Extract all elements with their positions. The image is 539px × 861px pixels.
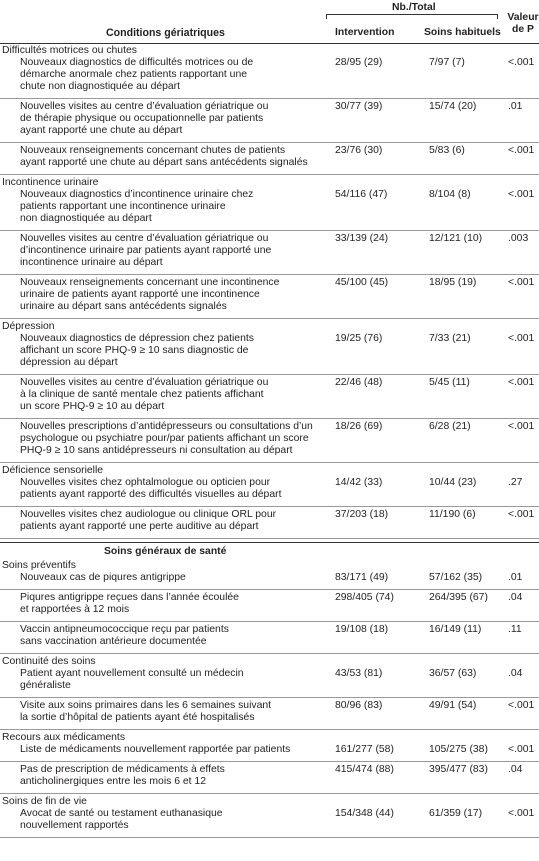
nb-total-header: Nb./Total <box>392 2 436 13</box>
usual-care-value: 61/359 (17) <box>429 808 483 819</box>
p-value: .04 <box>508 592 523 603</box>
nb-total-rule <box>326 14 498 15</box>
table-row <box>0 189 539 227</box>
row-label: Nouvelles visites chez ophtalmologue ou opticien pour patients ayant rapporté des difficultés visuelles au départ <box>20 477 282 500</box>
category-label: Soins de fin de vie <box>2 796 87 807</box>
p-value: <.001 <box>508 189 535 200</box>
p-value: .11 <box>508 624 522 635</box>
usual-care-value: 57/162 (35) <box>429 572 483 583</box>
row-divider <box>0 621 539 622</box>
usual-care-value: 10/44 (23) <box>429 477 477 488</box>
category-label: Dépression <box>2 321 55 332</box>
row-label: Liste de médicaments nouvellement rapportée par patients <box>20 744 291 755</box>
row-divider <box>0 793 539 794</box>
usual-care-value: 7/33 (21) <box>429 333 471 344</box>
row-label: Nouveaux renseignements concernant chutes de patients ayant rapporté une chute au départ sans antécédents signalés <box>20 145 308 168</box>
p-value: <.001 <box>508 700 535 711</box>
intervention-value: 83/171 (49) <box>335 572 389 583</box>
intervention-value: 33/139 (24) <box>335 233 389 244</box>
row-label: Avocat de santé ou testament euthanasique nouvellement rapportés <box>20 808 223 831</box>
intervention-value: 37/203 (18) <box>335 509 389 520</box>
table-row <box>0 700 539 726</box>
intervention-value: 28/95 (29) <box>335 57 383 68</box>
row-label: Nouveaux renseignements concernant une incontinence urinaire de patients ayant rapporté une incontinence urinaire au départ sans antécédents signalés <box>20 277 280 312</box>
pvalue-header-line1: Valeur <box>507 12 539 23</box>
row-divider <box>0 761 539 762</box>
usual-care-value: 395/477 (83) <box>429 764 488 775</box>
p-value: <.001 <box>508 509 535 520</box>
row-divider <box>0 274 539 275</box>
table-row <box>0 808 539 834</box>
table-body <box>0 45 539 840</box>
row-label: Visite aux soins primaires dans les 6 semaines suivant la sortie d’hôpital de patients ayant été hospitalisés <box>20 700 272 723</box>
category-label: Soins préventifs <box>2 560 76 571</box>
intervention-value: 30/77 (39) <box>335 101 383 112</box>
intervention-value: 80/96 (83) <box>335 700 383 711</box>
table-row <box>0 421 539 459</box>
p-value: <.001 <box>508 333 535 344</box>
intervention-value: 19/108 (18) <box>335 624 389 635</box>
p-value: .003 <box>508 233 529 244</box>
usual-care-value: 49/91 (54) <box>429 700 477 711</box>
table-row <box>0 233 539 271</box>
usual-care-header: Soins habituels <box>424 27 501 38</box>
row-divider <box>0 837 539 838</box>
row-label: Pas de prescription de médicaments à effets anticholinergiques entre les mois 6 et 12 <box>20 764 225 787</box>
table-row <box>0 477 539 503</box>
intervention-header: Intervention <box>335 27 395 38</box>
pvalue-header-line2: de P <box>512 24 534 35</box>
header-rule <box>0 43 539 44</box>
usual-care-value: 7/97 (7) <box>429 57 465 68</box>
intervention-value: 298/405 (74) <box>335 592 394 603</box>
intervention-value: 23/76 (30) <box>335 145 383 156</box>
row-divider <box>0 230 539 231</box>
intervention-value: 43/53 (81) <box>335 668 383 679</box>
table-row <box>0 668 539 694</box>
usual-care-value: 18/95 (19) <box>429 277 477 288</box>
usual-care-value: 5/45 (11) <box>429 377 470 388</box>
usual-care-value: 36/57 (63) <box>429 668 477 679</box>
row-divider <box>0 538 539 539</box>
p-value: <.001 <box>508 377 535 388</box>
p-value: <.001 <box>508 57 535 68</box>
usual-care-value: 12/121 (10) <box>429 233 483 244</box>
row-divider <box>0 506 539 507</box>
row-label: Piqures antigrippe reçues dans l’année écoulée et rapportées à 12 mois <box>20 592 239 615</box>
p-value: <.001 <box>508 744 535 755</box>
p-value: <.001 <box>508 421 535 432</box>
row-label: Nouveaux diagnostics de difficultés motrices ou de démarche anormale chez patients rapportant une chute non diagnostiquée au départ <box>20 57 254 92</box>
nb-total-rule-left <box>326 14 327 19</box>
intervention-value: 22/46 (48) <box>335 377 383 388</box>
usual-care-value: 264/395 (67) <box>429 592 488 603</box>
row-label: Patient ayant nouvellement consulté un médecin généraliste <box>20 668 244 691</box>
row-divider <box>0 174 539 175</box>
row-label: Vaccin antipneumococcique reçu par patients sans vaccination antérieure documentée <box>20 624 229 647</box>
table-row <box>0 145 539 171</box>
intervention-value: 154/348 (44) <box>335 808 394 819</box>
intervention-value: 161/277 (58) <box>335 744 394 755</box>
row-divider <box>0 697 539 698</box>
pvalue-header <box>505 12 539 36</box>
section-heading: Soins généraux de santé <box>104 546 227 557</box>
p-value: <.001 <box>508 277 535 288</box>
usual-care-value: 15/74 (20) <box>429 101 477 112</box>
category-label: Incontinence urinaire <box>2 177 99 188</box>
category-label: Déficience sensorielle <box>2 465 104 476</box>
row-divider <box>0 418 539 419</box>
table-row <box>0 624 539 650</box>
intervention-value: 14/42 (33) <box>335 477 383 488</box>
table-row <box>0 764 539 790</box>
p-value: .01 <box>508 572 523 583</box>
p-value: .04 <box>508 764 523 775</box>
table-row <box>0 509 539 535</box>
row-label: Nouvelles visites au centre d’évaluation gériatrique ou à la clinique de santé mentale chez patients affichant un score PHQ-9 ≥ 10 au départ <box>20 377 269 412</box>
usual-care-value: 8/104 (8) <box>429 189 471 200</box>
category-label: Difficultés motrices ou chutes <box>2 45 137 56</box>
row-label: Nouveaux diagnostics d’incontinence urinaire chez patients rapportant une incontinence urinaire non diagnostiquée au départ <box>20 189 254 224</box>
usual-care-value: 5/83 (6) <box>429 145 465 156</box>
row-divider <box>0 653 539 654</box>
row-label: Nouveaux cas de piqures antigrippe <box>20 572 186 583</box>
usual-care-value: 105/275 (38) <box>429 744 488 755</box>
p-value: .27 <box>508 477 523 488</box>
row-label: Nouveaux diagnostics de dépression chez patients affichant un score PHQ-9 ≥ 10 sans diagnostic de dépression au départ <box>20 333 254 368</box>
row-label: Nouvelles visites au centre d’évaluation gériatrique ou d’incontinence urinaire par patients ayant rapporté une incontinence urinaire au départ <box>20 233 272 268</box>
row-divider <box>0 142 539 143</box>
p-value: <.001 <box>508 808 535 819</box>
table-row <box>0 377 539 415</box>
p-value: <.001 <box>508 145 535 156</box>
table-row <box>0 57 539 95</box>
category-label: Continuité des soins <box>2 656 96 667</box>
table-row <box>0 277 539 315</box>
usual-care-value: 6/28 (21) <box>429 421 471 432</box>
table-row <box>0 101 539 139</box>
row-divider <box>0 589 539 590</box>
section-divider <box>0 542 539 543</box>
category-label: Recours aux médicaments <box>2 732 126 743</box>
row-divider <box>0 318 539 319</box>
table-row <box>0 744 539 758</box>
p-value: .04 <box>508 668 523 679</box>
intervention-value: 18/26 (69) <box>335 421 383 432</box>
row-divider <box>0 374 539 375</box>
table-row <box>0 572 539 586</box>
row-divider <box>0 729 539 730</box>
usual-care-value: 16/149 (11) <box>429 624 482 635</box>
intervention-value: 19/25 (76) <box>335 333 383 344</box>
conditions-header: Conditions gériatriques <box>106 27 225 39</box>
intervention-value: 54/116 (47) <box>335 189 388 200</box>
row-label: Nouvelles prescriptions d’antidépresseurs ou consultations d’un psychologue ou psychiatre pour/par patients affichant un score PHQ-9 ≥ 10 sans antidépresseurs ni consultation au départ <box>20 421 313 456</box>
intervention-value: 415/474 (88) <box>335 764 394 775</box>
table-row <box>0 333 539 371</box>
usual-care-value: 11/190 (6) <box>429 509 476 520</box>
row-label: Nouvelles visites chez audiologue ou clinique ORL pour patients ayant rapporté une perte auditive au départ <box>20 509 277 532</box>
table-row <box>0 592 539 618</box>
intervention-value: 45/100 (45) <box>335 277 389 288</box>
p-value: .01 <box>508 101 523 112</box>
row-label: Nouvelles visites au centre d’évaluation gériatrique ou de thérapie physique ou occupationnelle par patients ayant rapporté une chute au départ <box>20 101 269 136</box>
row-divider <box>0 98 539 99</box>
table-header <box>0 0 539 44</box>
row-divider <box>0 462 539 463</box>
nb-total-rule-right <box>497 14 498 19</box>
